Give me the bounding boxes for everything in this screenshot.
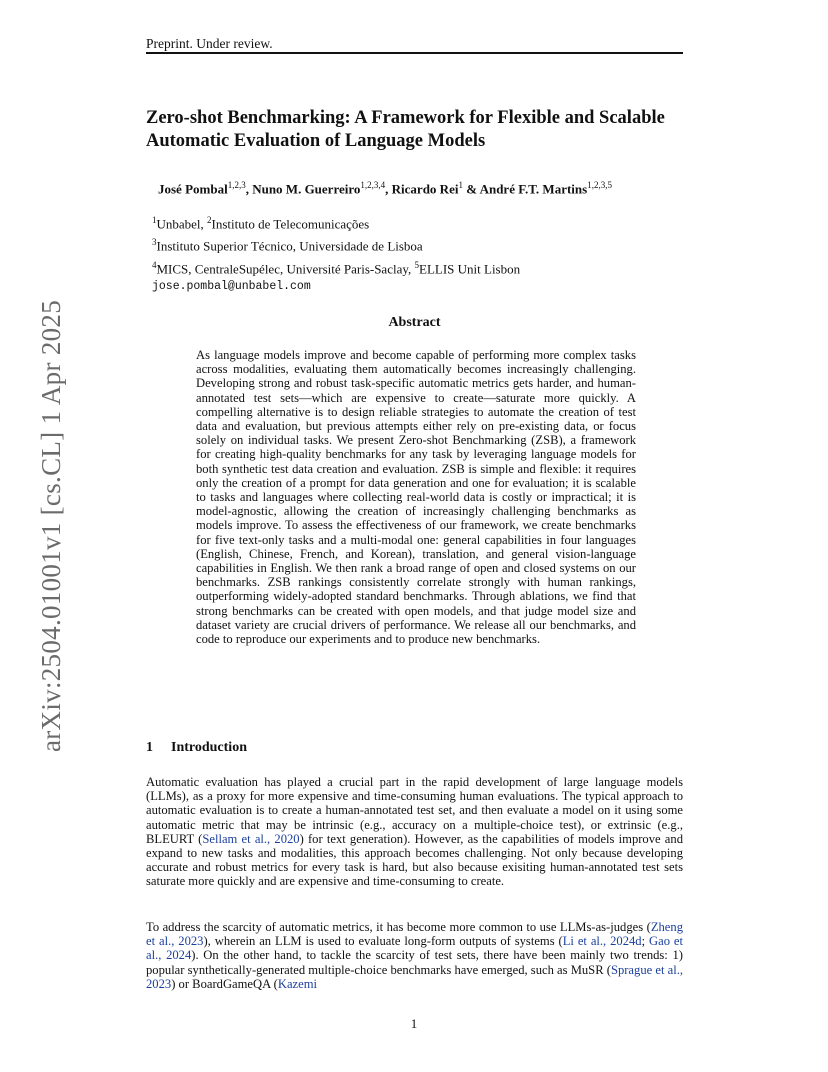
author-name: Ricardo Rei bbox=[391, 181, 459, 197]
author-email[interactable]: jose.pombal@unbabel.com bbox=[152, 279, 311, 293]
author-separator: , bbox=[385, 181, 392, 197]
paragraph-text: ; bbox=[641, 934, 650, 949]
affiliations bbox=[152, 211, 520, 296]
citation-link[interactable]: Li et al., 2024d bbox=[562, 934, 642, 949]
author-affiliation-marker: 1,2,3,5 bbox=[587, 180, 612, 190]
affiliation-text: MICS, CentraleSupélec, Université Paris-Saclay, bbox=[156, 260, 415, 276]
affiliation-text: Instituto de Telecomunicações bbox=[211, 216, 370, 232]
affiliation-marker: 5 bbox=[414, 259, 420, 270]
author-name: José Pombal bbox=[158, 181, 228, 197]
header-rule bbox=[146, 52, 683, 54]
abstract-heading: Abstract bbox=[388, 315, 441, 330]
arxiv-id[interactable]: arXiv:2504.01001v1 [cs.CL] 1 Apr 2025 bbox=[36, 299, 66, 753]
paragraph-text: To address the scarcity of automatic metrics, it has become more common to use LLMs-as-judges ( bbox=[146, 920, 651, 934]
affiliation-marker: 4 bbox=[152, 259, 157, 270]
affiliation-lines bbox=[152, 211, 520, 278]
citation-link[interactable]: Sprague et al., 2023 bbox=[146, 962, 683, 991]
intro-paragraph-1 bbox=[146, 775, 683, 889]
citation-link[interactable]: Kazemi bbox=[277, 976, 318, 991]
section-title: Introduction bbox=[171, 740, 247, 755]
author-separator: & bbox=[462, 181, 480, 197]
affiliation-line bbox=[152, 256, 520, 278]
author-name: André F.T. Martins bbox=[479, 181, 588, 197]
citation-link[interactable]: Zheng et al., 2023 bbox=[146, 920, 683, 949]
affiliation-line bbox=[152, 233, 520, 255]
affiliation-text: Instituto Superior Técnico, Universidade de Lisboa bbox=[156, 238, 423, 254]
paragraph-text: ) for text generation). However, as the capabilities of models improve and expand to new tasks and modalities, this approach becomes challenging. Not only because developing accurate and robust metrics for every task is hard, but also because exisiting human-annotated test sets saturate more quickly and are expensive and time-consuming to create. bbox=[146, 831, 683, 889]
paragraph-text: ). On the other hand, to tackle the scarcity of test sets, there have been mainly two trends: 1) popular synthetically-generated multiple-choice benchmarks have emerged, such as MuSR ( bbox=[146, 948, 683, 977]
author-affiliation-marker: 1 bbox=[458, 180, 463, 190]
section-heading bbox=[146, 740, 247, 756]
affiliation-text: Unbabel, bbox=[156, 216, 208, 232]
author-affiliation-marker: 1,2,3 bbox=[227, 180, 246, 190]
citation-link[interactable]: Gao et al., 2024 bbox=[146, 934, 684, 963]
affiliation-marker: 1 bbox=[152, 215, 157, 225]
paragraph-text: Automatic evaluation has played a crucial part in the rapid development of large language models (LLMs), as a proxy for more expensive and time-consuming human evaluations. The typical approach to automatic evaluation is to create a human-annotated test set, and then evaluate a model on it using some automatic metric that may be intrinsic (e.g., accuracy on a multiple-choice test), or extrinsic (e.g., BLEURT ( bbox=[146, 775, 683, 846]
abstract-text: As language models improve and become capable of performing more complex tasks across modalities, evaluating them automatically becomes increasingly challenging. Developing strong and robust task-specific automatic metrics gets harder, and human-annotated test sets—which are expensive to create—saturate more quickly. A compelling alternative is to design reliable strategies to automate the creation of test data and evaluation, but previous attempts either rely on pre-existing data, or focus solely on individual tasks. We present Zero-shot Benchmarking (ZSB), a framework for creating high-quality benchmarks for any task by leveraging language models for both synthetic test data creation and evaluation. ZSB is simple and flexible: it requires only the creation of a prompt for data generation and one for evaluation; it is scalable to tasks and languages where collecting real-world data is costly or impractical; it is model-agnostic, allowing the creation of increasingly challenging benchmarks as models improve. To assess the effectiveness of our framework, we create benchmarks for five text-only tasks and a multi-modal one: general capabilities in four languages (English, Chinese, French, and Korean), translation, and general vision-language capabilities in English. We then rank a broad range of open and closed systems on our benchmarks. ZSB rankings consistently correlate strongly with human rankings, outperforming widely-adopted standard benchmarks. Through ablations, we find that strong benchmarks can be created with open models, and that judge model size and dataset variety are crucial drivers of performance. We release all our benchmarks, and code to reproduce our experiments and to produce new benchmarks. bbox=[196, 348, 636, 647]
section-number: 1 bbox=[146, 740, 153, 755]
affiliation-text: ELLIS Unit Lisbon bbox=[419, 260, 521, 276]
author-separator: , bbox=[245, 181, 253, 197]
author-affiliation-marker: 1,2,3,4 bbox=[360, 180, 386, 190]
paragraph-text: ) or BoardGameQA ( bbox=[171, 976, 278, 991]
author-name: Nuno M. Guerreiro bbox=[252, 181, 361, 197]
paragraph-text: ), wherein an LLM is used to evaluate long-form outputs of systems ( bbox=[203, 934, 563, 949]
citation-link[interactable]: Sellam et al., 2020 bbox=[202, 831, 300, 846]
page-number: 1 bbox=[410, 1016, 418, 1031]
affiliation-marker: 2 bbox=[207, 215, 212, 225]
intro-paragraph-2 bbox=[146, 920, 683, 991]
affiliation-line bbox=[152, 211, 520, 233]
author-list bbox=[158, 180, 612, 197]
affiliation-marker: 3 bbox=[152, 237, 157, 248]
running-header: Preprint. Under review. bbox=[146, 36, 273, 51]
paper-title: Zero-shot Benchmarking: A Framework for Flexible and Scalable Automatic Evaluation of Language Models bbox=[146, 108, 665, 151]
